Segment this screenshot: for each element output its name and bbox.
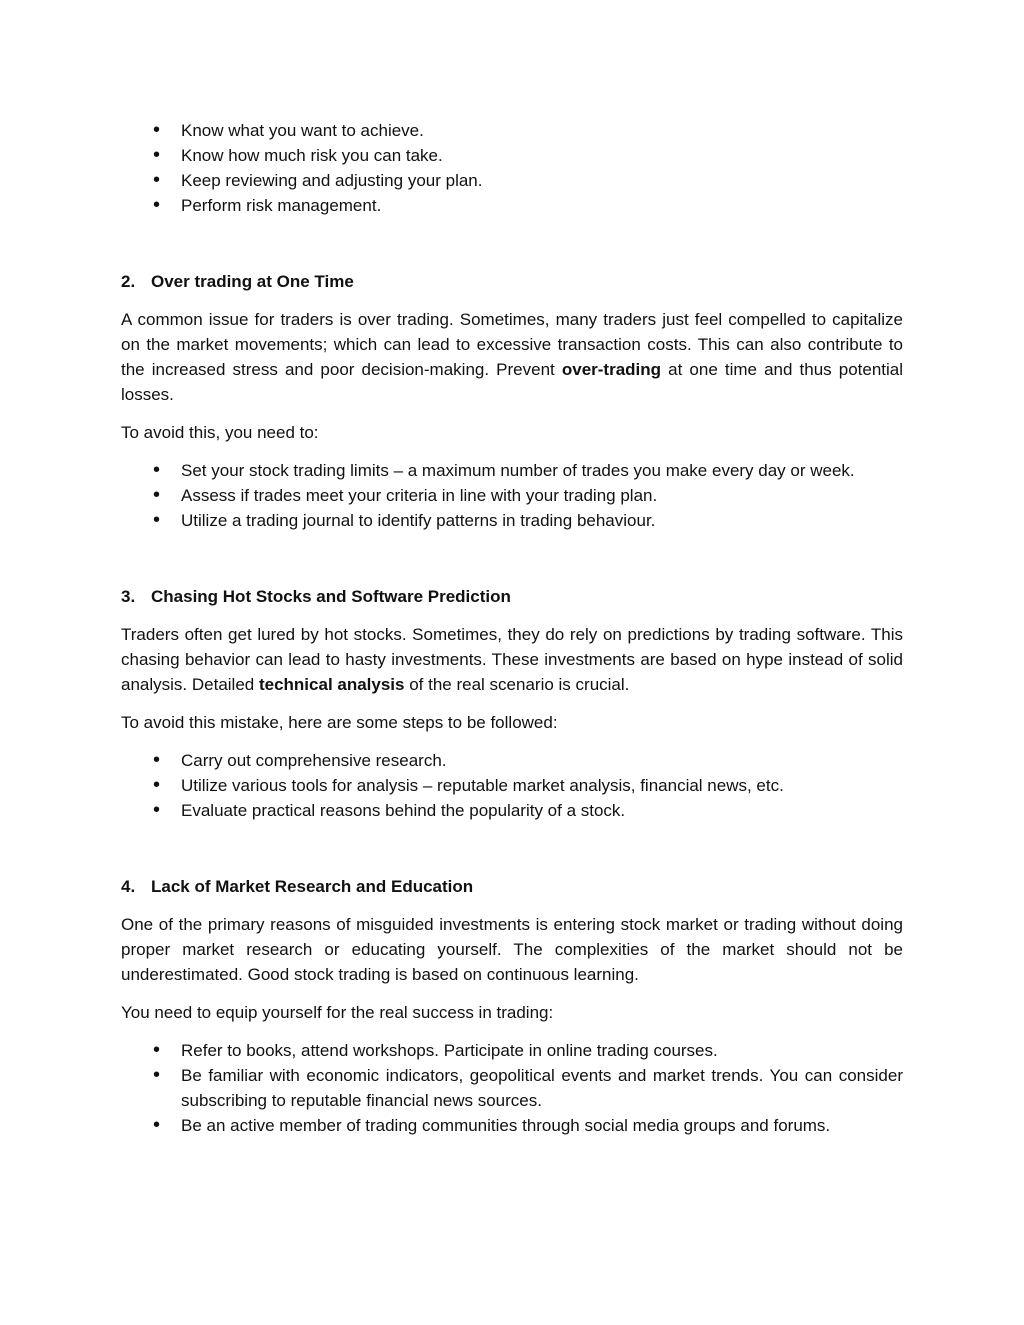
list-item: • Be an active member of trading communities through social media groups and forums. — [121, 1113, 903, 1138]
list-item: • Refer to books, attend workshops. Participate in online trading courses. — [121, 1038, 903, 1063]
list-item: • Set your stock trading limits – a maximum number of trades you make every day or week. — [121, 458, 903, 483]
section-title: Lack of Market Research and Education — [151, 877, 474, 896]
section-bullet-list — [121, 748, 903, 823]
paragraph-text: Traders often get lured by hot stocks. Sometimes, they do rely on predictions by trading software. This chasing behavior can lead to hasty investments. These investments are based on hype instead of solid analysis. Detailed — [121, 625, 903, 694]
section-number: 2. — [121, 272, 136, 291]
section-heading-lack-of-research — [121, 874, 903, 899]
list-item: • Keep reviewing and adjusting your plan. — [121, 168, 903, 193]
section-title: Over trading at One Time — [151, 272, 354, 291]
list-item: • Be familiar with economic indicators, geopolitical events and market trends. You can consider subscribing to reputable financial news sources. — [121, 1063, 903, 1113]
section-lead: To avoid this mistake, here are some steps to be followed: — [121, 713, 558, 732]
paragraph-text: at one time and thus potential losses. — [121, 360, 904, 404]
list-item: • Utilize various tools for analysis – reputable market analysis, financial news, etc. — [121, 773, 903, 798]
paragraph-text: One of the primary reasons of misguided investments is entering stock market or trading without doing proper market research or educating yourself. The complexities of the market should not be underestimated. Good stock trading is based on continuous learning. — [121, 915, 903, 984]
section-paragraph — [121, 912, 903, 987]
paragraph-bold-text: technical analysis — [258, 675, 405, 694]
document-page — [121, 118, 903, 1138]
intro-bullet-list — [121, 118, 903, 218]
section-bullet-list — [121, 458, 903, 533]
section-paragraph — [121, 622, 903, 697]
list-item: • Evaluate practical reasons behind the popularity of a stock. — [121, 798, 903, 823]
section-bullet-list — [121, 1038, 903, 1138]
list-item: • Carry out comprehensive research. — [121, 748, 903, 773]
paragraph-text: of the real scenario is crucial. — [404, 675, 630, 694]
section-lead: To avoid this, you need to: — [121, 423, 319, 442]
list-item: • Assess if trades meet your criteria in line with your trading plan. — [121, 483, 903, 508]
paragraph-text: A common issue for traders is over trading. Sometimes, many traders just feel compelled to capitalize on the market movements; which can lead to excessive transaction costs. This can also contribute to the increased stress and poor decision-making. Prevent — [121, 310, 903, 379]
section-title: Chasing Hot Stocks and Software Prediction — [151, 587, 511, 606]
section-heading-chasing-hot-stocks — [121, 584, 903, 609]
section-paragraph — [121, 307, 903, 407]
list-item: • Know how much risk you can take. — [121, 143, 903, 168]
list-item: • Perform risk management. — [121, 193, 903, 218]
list-item: • Know what you want to achieve. — [121, 118, 903, 143]
paragraph-bold-text: over-trading — [561, 360, 662, 379]
section-heading-over-trading — [121, 269, 903, 294]
section-number: 3. — [121, 587, 136, 606]
section-number: 4. — [121, 877, 136, 896]
list-item: • Utilize a trading journal to identify patterns in trading behaviour. — [121, 508, 903, 533]
section-lead: You need to equip yourself for the real success in trading: — [121, 1003, 554, 1022]
